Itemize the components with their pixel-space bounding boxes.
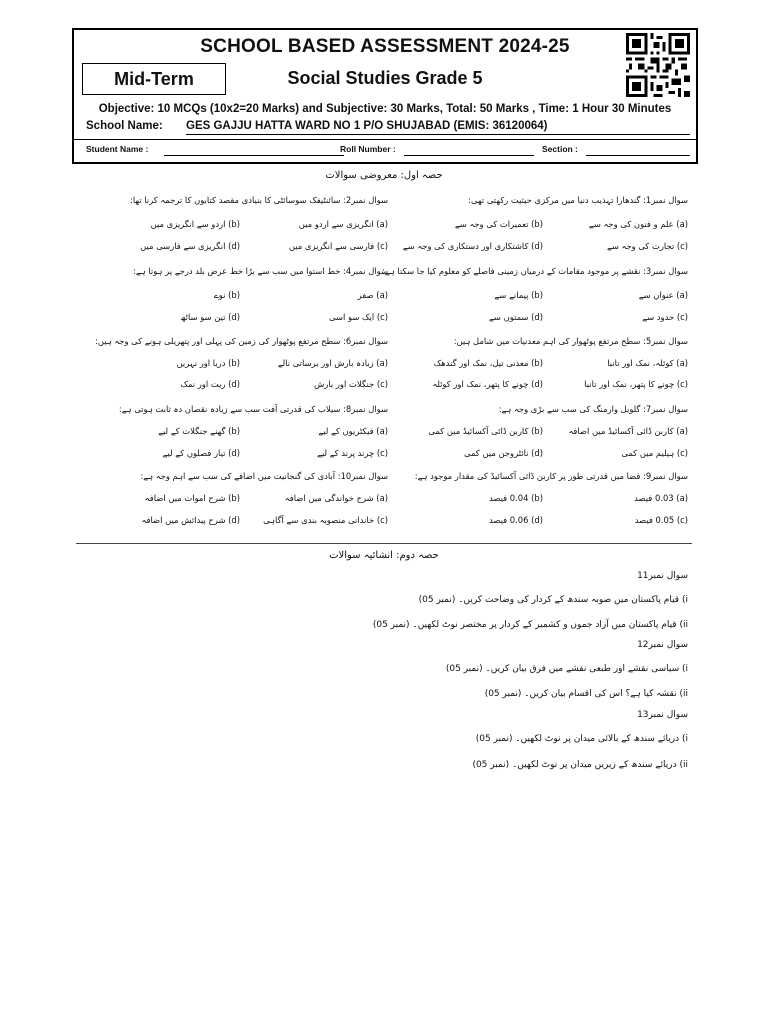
objective-section-heading: حصہ اول: معروضی سوالات [325,170,443,181]
mcq-option-b[interactable]: (b) 0.04 فیصد [488,493,543,503]
mcq-option-d[interactable]: (d) تین سو ساٹھ [180,312,240,322]
mcq-question: سوال نمبر4: خط استوا میں سب سے بڑا خط عرض بلد درجے پر ہوتا ہے: [133,266,388,276]
question-12-part-i: i) سیاسی نقشے اور طبعی نقشے میں فرق بیان کریں۔ (نمبر 05) [445,664,688,674]
mcq-10 [110,471,388,531]
mcq-option-a[interactable]: (a) شرح خواندگی میں اضافہ [284,493,388,503]
roll-number-field[interactable] [404,155,534,156]
mcq-option-c[interactable]: (c) ایک سو اسی [329,312,388,322]
mcq-2 [110,195,388,255]
section-divider [76,543,692,544]
mcq-option-d[interactable]: (d) سمتوں سے [489,312,543,322]
mcq-9 [398,471,688,531]
mcq-question: سوال نمبر9: فضا میں قدرتی طور پر کاربن ڈائی آکسائیڈ کی مقدار موجود ہے: [414,471,688,481]
question-12-heading: سوال نمبر12 [637,640,688,650]
mcq-option-c[interactable]: (c) تجارت کی وجہ سے [606,241,688,251]
qr-code-icon [626,33,690,97]
mcq-option-d[interactable]: (d) کاشتکاری اور دستکاری کی وجہ سے [402,241,543,251]
mcq-option-c[interactable]: (c) چرند پرند کے لیے [317,448,388,458]
term-badge: Mid-Term [82,63,226,95]
student-name-label: Student Name : [86,144,149,154]
student-info-row [86,144,690,158]
roll-number-label: Roll Number : [340,144,396,154]
mcq-question: سوال نمبر6: سطح مرتفع پوٹھوار کی زمین کی پہلی اور پتھریلی ہونے کی وجہ ہیں: [95,336,388,346]
section-label: Section : [542,144,578,154]
mcq-option-a[interactable]: (a) انگریزی سے اردو میں [298,219,388,229]
mcq-option-d[interactable]: (d) انگریزی سے فارسی میں [140,241,240,251]
mcq-5 [398,336,688,396]
mcq-6 [95,336,388,396]
mcq-4 [110,266,388,326]
mcq-option-d[interactable]: (d) 0.06 فیصد [488,515,543,525]
header-divider [74,139,696,140]
mcq-option-c[interactable]: (c) جنگلات اور بارش [314,379,388,389]
school-name-label: School Name: [86,120,163,132]
mcq-1 [398,195,688,255]
mcq-option-a[interactable]: (a) زیادہ بارش اور برساتی نالے [277,358,388,368]
school-name-value: GES GAJJU HATTA WARD NO 1 P/O SHUJABAD (EMIS: 36120064) [186,120,690,135]
question-13-part-i: i) دریائے سندھ کے بالائی میدان پر نوٹ لکھیں۔ (نمبر 05) [475,734,688,744]
exam-info: Objective: 10 MCQs (10x2=20 Marks) and Subjective: 30 Marks, Total: 50 Marks , Time: 1 Hour 30 Minutes [98,103,672,115]
mcq-question: سوال نمبر1: گندھارا تہذیب دنیا میں مرکزی حیثیت رکھتی تھی: [468,195,688,205]
mcq-option-c[interactable]: (c) خاندانی منصوبہ بندی سے آگاہی [263,515,388,525]
question-11-part-i: i) قیام پاکستان میں صوبہ سندھ کے کردار کی وضاحت کریں۔ (نمبر 05) [418,595,688,605]
mcq-option-b[interactable]: (b) اردو سے انگریزی میں [150,219,240,229]
mcq-option-c[interactable]: (c) 0.05 فیصد [634,515,688,525]
question-11-part-ii: ii) قیام پاکستان میں آزاد جموں و کشمیر کے کردار پر مختصر نوٹ لکھیں۔ (نمبر 05) [372,620,688,630]
exam-header [72,28,698,164]
section-field[interactable] [586,155,690,156]
mcq-option-a[interactable]: (a) کاربن ڈائی آکسائیڈ میں اضافہ [568,426,688,436]
mcq-7 [398,404,688,464]
mcq-question: سوال نمبر10: آبادی کی گنجانیت میں اضافے کی سب سے اہم وجہ ہے: [140,471,388,481]
mcq-option-b[interactable]: (b) پیمانے سے [494,290,543,300]
mcq-option-b[interactable]: (b) شرح اموات میں اضافہ [144,493,240,503]
mcq-option-c[interactable]: (c) فارسی سے انگریزی میں [288,241,388,251]
mcq-question: سوال نمبر8: سیلاب کی قدرتی آفت سب سے زیادہ نقصان دہ ثابت ہوتی ہے: [118,404,388,414]
mcq-question: سوال نمبر5: سطح مرتفع پوٹھوار کی اہم معدنیات میں شامل ہیں: [453,336,688,346]
mcq-option-a[interactable]: (a) صفر [357,290,388,300]
mcq-option-b[interactable]: (b) گھنے جنگلات کے لیے [158,426,240,436]
mcq-option-a[interactable]: (a) علم و فنون کی وجہ سے [588,219,688,229]
mcq-option-a[interactable]: (a) کوئلہ، نمک اور تانبا [607,358,688,368]
mcq-option-d[interactable]: (d) تیار فصلوں کے لیے [162,448,240,458]
mcq-question: سوال نمبر3: نقشے پر موجود مقامات کے درمیان زمینی فاصلے کو معلوم کیا جا سکتا ہے: [382,266,688,276]
mcq-option-c[interactable]: (c) چونے کا پتھر، نمک اور تانبا [584,379,688,389]
mcq-option-d[interactable]: (d) شرح پیدائش میں اضافہ [141,515,240,525]
mcq-option-a[interactable]: (a) عنوان سے [638,290,688,300]
student-name-field[interactable] [164,155,344,156]
mcq-option-b[interactable]: (b) نوے [213,290,240,300]
mcq-option-b[interactable]: (b) تعمیرات کی وجہ سے [454,219,543,229]
question-13-part-ii: ii) دریائے سندھ کے زیریں میدان پر نوٹ لکھیں۔ (نمبر 05) [472,760,688,770]
mcq-8 [110,404,388,464]
mcq-option-b[interactable]: (b) دریا اور نہریں [176,358,240,368]
question-13-heading: سوال نمبر13 [637,710,688,720]
mcq-option-c[interactable]: (c) حدود سے [642,312,688,322]
mcq-option-b[interactable]: (b) معدنی تیل، نمک اور گندھک [433,358,543,368]
subjective-section-heading: حصہ دوم: انشائیہ سوالات [329,550,439,561]
mcq-option-a[interactable]: (a) 0.03 فیصد [634,493,688,503]
subject-title: Social Studies Grade 5 [287,68,483,88]
question-11-heading: سوال نمبر11 [637,571,688,581]
mcq-option-a[interactable]: (a) فیکٹریوں کے لیے [318,426,388,436]
mcq-option-c[interactable]: (c) ہیلیم میں کمی [621,448,688,458]
assessment-title: SCHOOL BASED ASSESSMENT 2024-25 [200,36,570,57]
question-12-part-ii: ii) نقشہ کیا ہے؟ اس کی اقسام بیان کریں۔ (نمبر 05) [484,689,688,699]
mcq-option-d[interactable]: (d) ریت اور نمک [180,379,240,389]
mcq-question: سوال نمبر7: گلوبل وارمنگ کی سب سے بڑی وجہ ہے: [498,404,688,414]
mcq-option-d[interactable]: (d) چونے کا پتھر، نمک اور کوئلہ [432,379,543,389]
mcq-option-b[interactable]: (b) کاربن ڈائی آکسائیڈ میں کمی [428,426,543,436]
mcq-3 [382,266,688,326]
mcq-question: سوال نمبر2: سائنٹیفک سوسائٹی کا بنیادی مقصد کتابوں کا ترجمہ کرنا تھا: [130,195,388,205]
mcq-option-d[interactable]: (d) نائٹروجن میں کمی [463,448,543,458]
